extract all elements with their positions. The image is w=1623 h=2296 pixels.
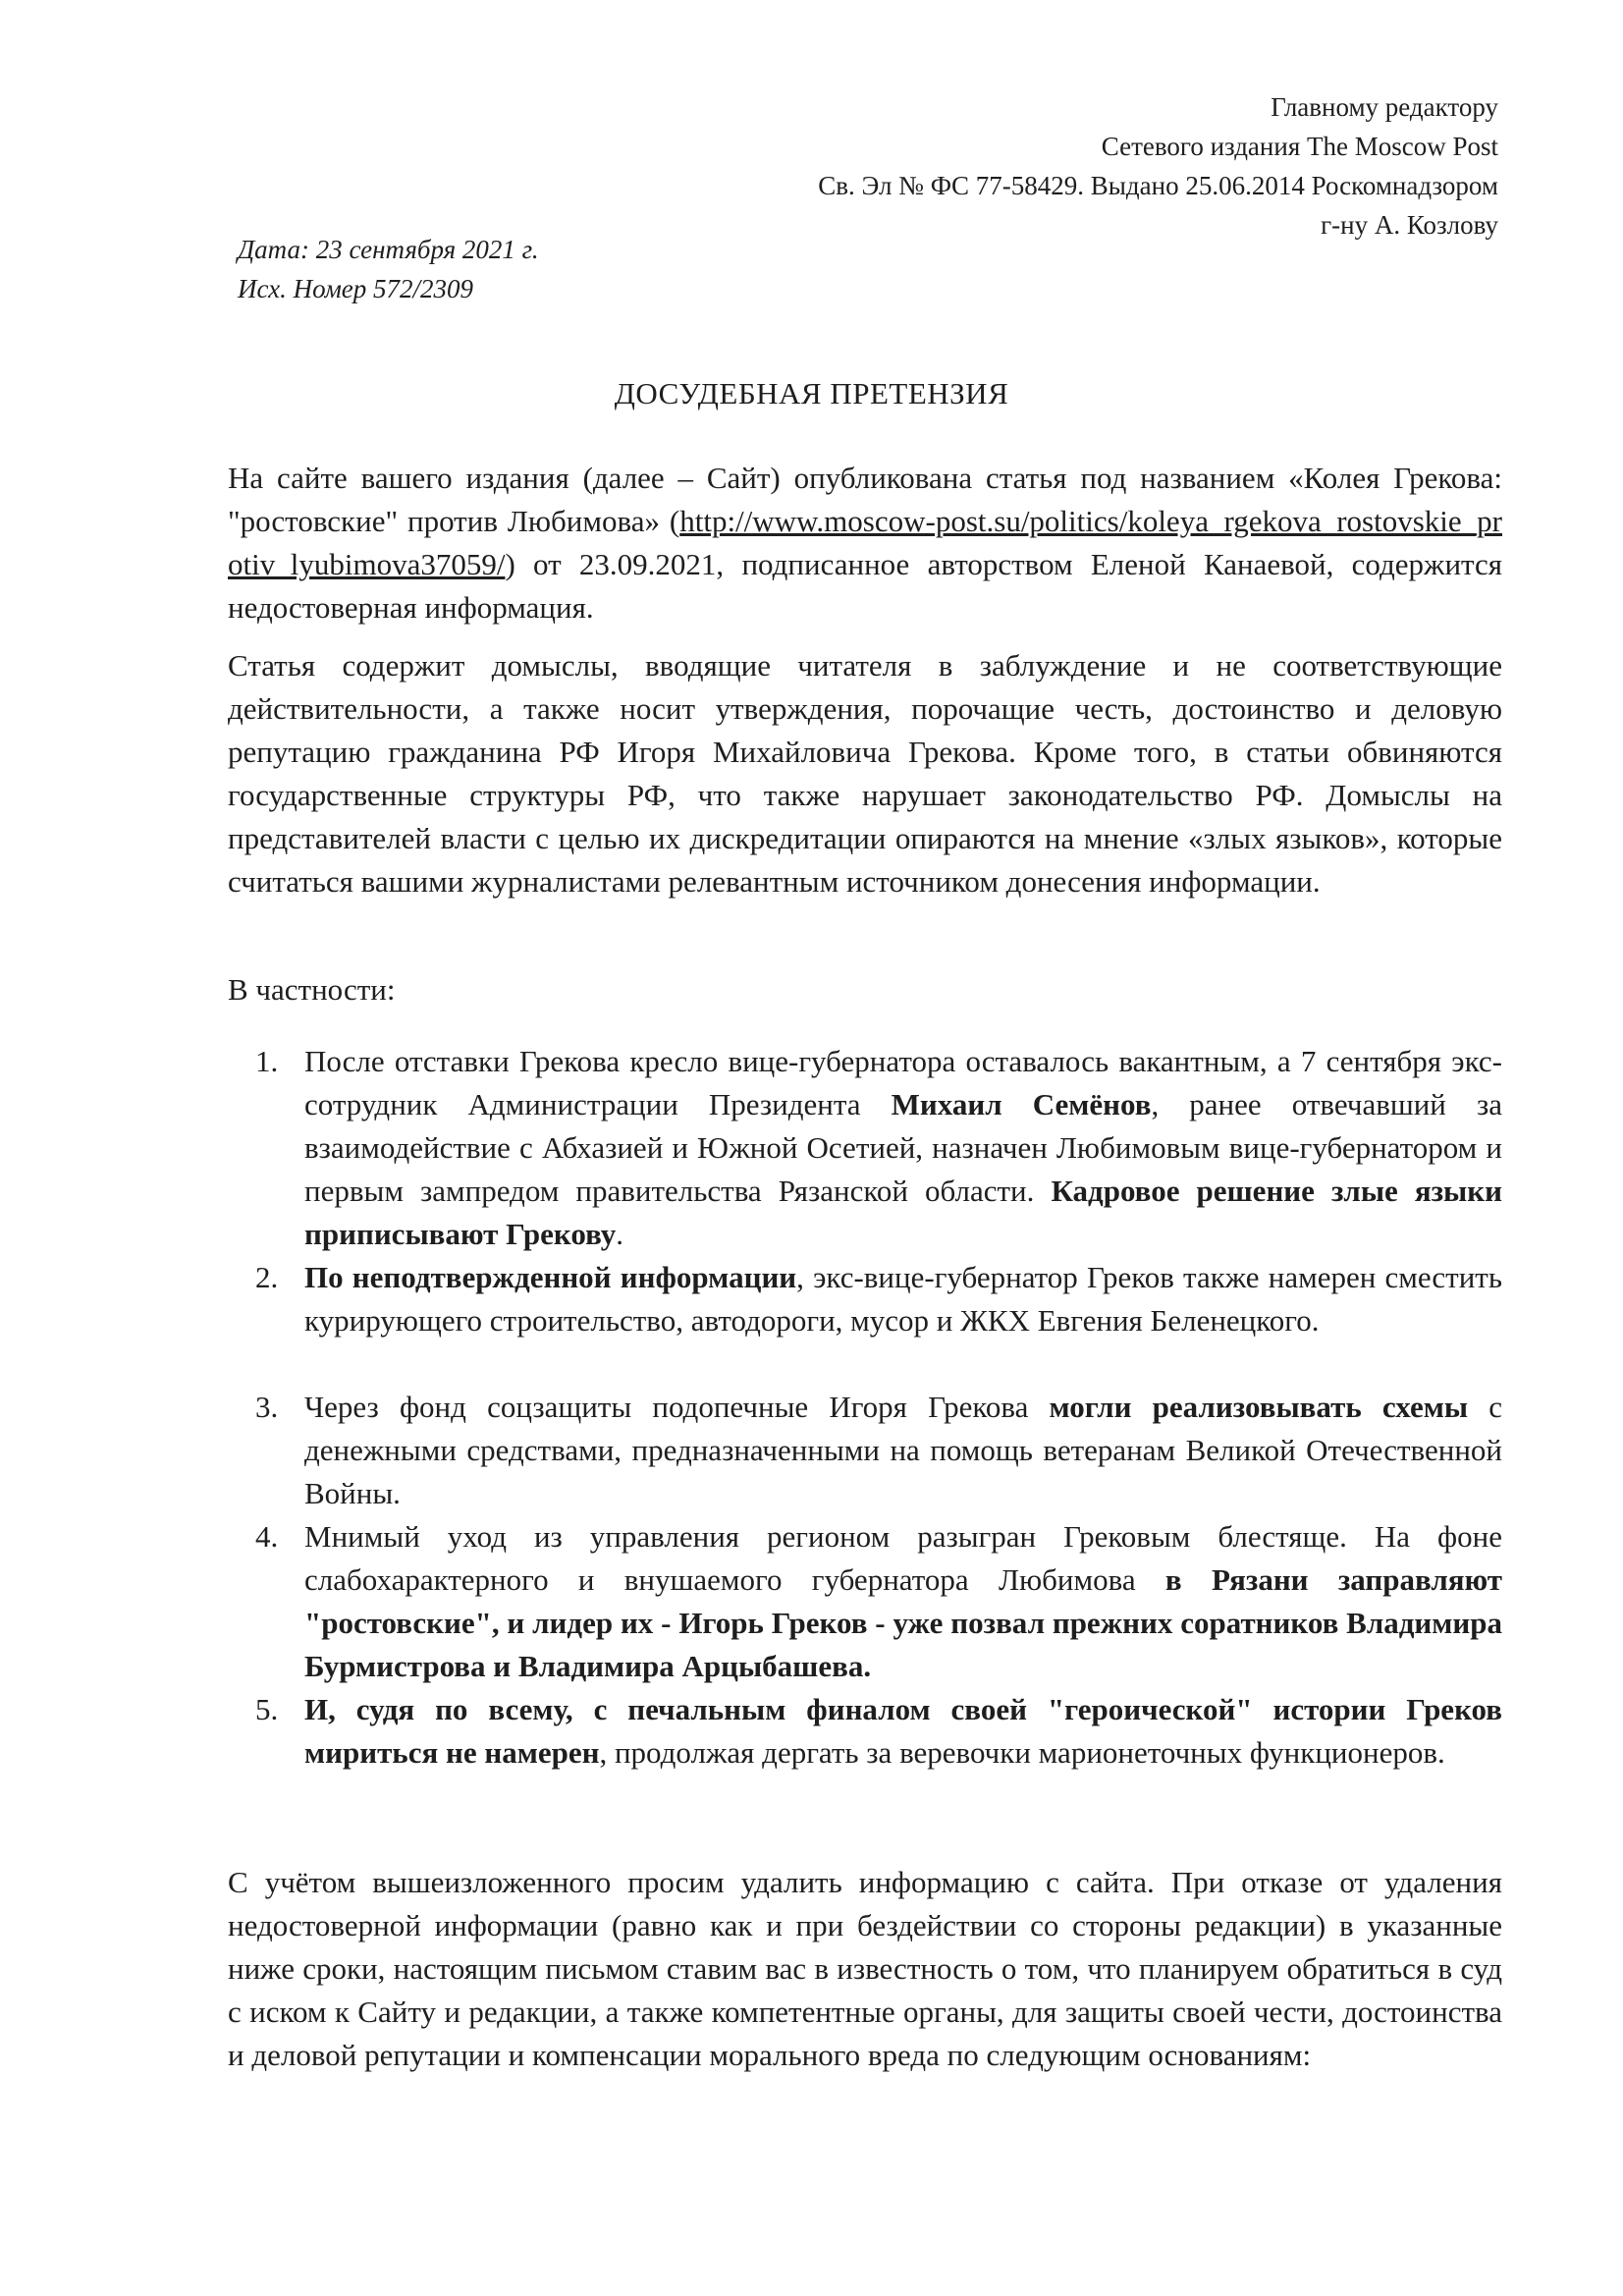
intro-paragraph [228, 457, 1502, 629]
addressee-block [818, 87, 1498, 245]
list-item-text [304, 1040, 1502, 1256]
intro-text-before-link: На сайте вашего издания (далее – Сайт) опубликована статья под названием «Колея Грекова: "ростовские" против Любимова» ( [228, 461, 1502, 538]
text-run: Мнимый уход из управления регионом разыгран Грековым блестяще. На фоне слабохарактерного и внушаемого губернатора Любимова [304, 1519, 1502, 1597]
closing-paragraph: С учётом вышеизложенного просим удалить информацию с сайта. При отказе от удаления недостоверной информации (равно как и при бездействии со стороны редакции) в указанные ниже сроки, настоящим письмом ставим вас в известность о том, что планируем обратиться в суд с иском к Сайту и редакции, а также компетентные органы, для защиты своей чести, достоинства и деловой репутации и компенсации морального вреда по следующим основаниям: [228, 1865, 1502, 2072]
addressee-line-3: Св. Эл № ФС 77-58429. Выдано 25.06.2014 Роскомнадзором [818, 171, 1498, 200]
text-run: , ранее отвечавший за взаимодействие с Абхазией и Южной Осетией, назначен Любимовым вице-губернатором и первым зампредом правительства Рязанской области. [304, 1087, 1502, 1208]
list-number: 5. [255, 1692, 279, 1726]
letter-meta [238, 230, 539, 308]
text-run: Через фонд соцзащиты подопечные Игоря Грекова [304, 1390, 1050, 1424]
article-link[interactable]: http://www.moscow-post.su/politics/koleya_rgekova_rostovskie_protiv_lyubimova37059/ [228, 504, 1502, 581]
list-number: 3. [255, 1390, 279, 1424]
text-run: , продолжая дергать за веревочки марионеточных функционеров. [599, 1735, 1445, 1770]
in-particular-label: В частности: [228, 972, 396, 1007]
addressee-line-4: г-ну А. Козлову [1321, 210, 1498, 240]
bold-run: в Рязани заправляют "ростовские", и лидер их - Игорь Греков - уже позвал прежних соратников Владимира Бурмистрова и Владимира Арцыбашева. [304, 1562, 1502, 1683]
list-number: 4. [255, 1519, 279, 1554]
bold-run: Михаил Семёнов [891, 1087, 1152, 1121]
list-number: 1. [255, 1044, 279, 1078]
letter-date: Дата: 23 сентября 2021 г. [238, 235, 539, 264]
list-item-text [304, 1386, 1502, 1515]
outgoing-number: Исх. Номер 572/2309 [238, 274, 474, 303]
text-run: После отставки Грекова кресло вице-губернатора оставалось вакантным, а 7 сентября экс-сотрудник Администрации Президента [304, 1044, 1502, 1121]
bold-run: По неподтвержденной информации [304, 1260, 797, 1294]
bold-run: И, судя по всему, с печальным финалом своей "героической" истории Греков мириться не намерен [304, 1692, 1502, 1770]
addressee-line-2: Сетевого издания The Moscow Post [1101, 132, 1498, 161]
bold-run: могли реализовывать схемы [1049, 1390, 1469, 1424]
list-item-text [304, 1688, 1502, 1775]
list-item-text [304, 1256, 1502, 1342]
intro-text-after-link: ) от 23.09.2021, подписанное авторством Еленой Канаевой, содержится недостоверная информация. [228, 547, 1502, 625]
bold-run: Кадровое решение злые языки приписывают Грекову [304, 1174, 1502, 1251]
article-claims-paragraph: Статья содержит домыслы, вводящие читателя в заблуждение и не соответствующие действительности, а также носит утверждения, порочащие честь, достоинство и деловую репутацию гражданина РФ Игоря Михайловича Грекова. Кроме того, в статьи обвиняются государственные структуры РФ, что также нарушает законодательство РФ. Домыслы на представителей власти с целью их дискредитации опираются на мнение «злых языков», которые считаться вашими журналистами релевантным источником донесения информации. [228, 648, 1502, 899]
list-number: 2. [255, 1260, 279, 1294]
text-run: . [616, 1217, 624, 1251]
document-title: ДОСУДЕБНАЯ ПРЕТЕНЗИЯ [614, 376, 1009, 410]
list-item-text [304, 1515, 1502, 1688]
text-run: , экс-вице-губернатор Греков также намерен сместить курирующего строительство, автодороги, мусор и ЖКХ Евгения Беленецкого. [304, 1260, 1502, 1338]
text-run: с денежными средствами, предназначенными на помощь ветеранам Великой Отечественной Войны. [304, 1390, 1503, 1510]
addressee-line-1: Главному редактору [1271, 92, 1498, 122]
